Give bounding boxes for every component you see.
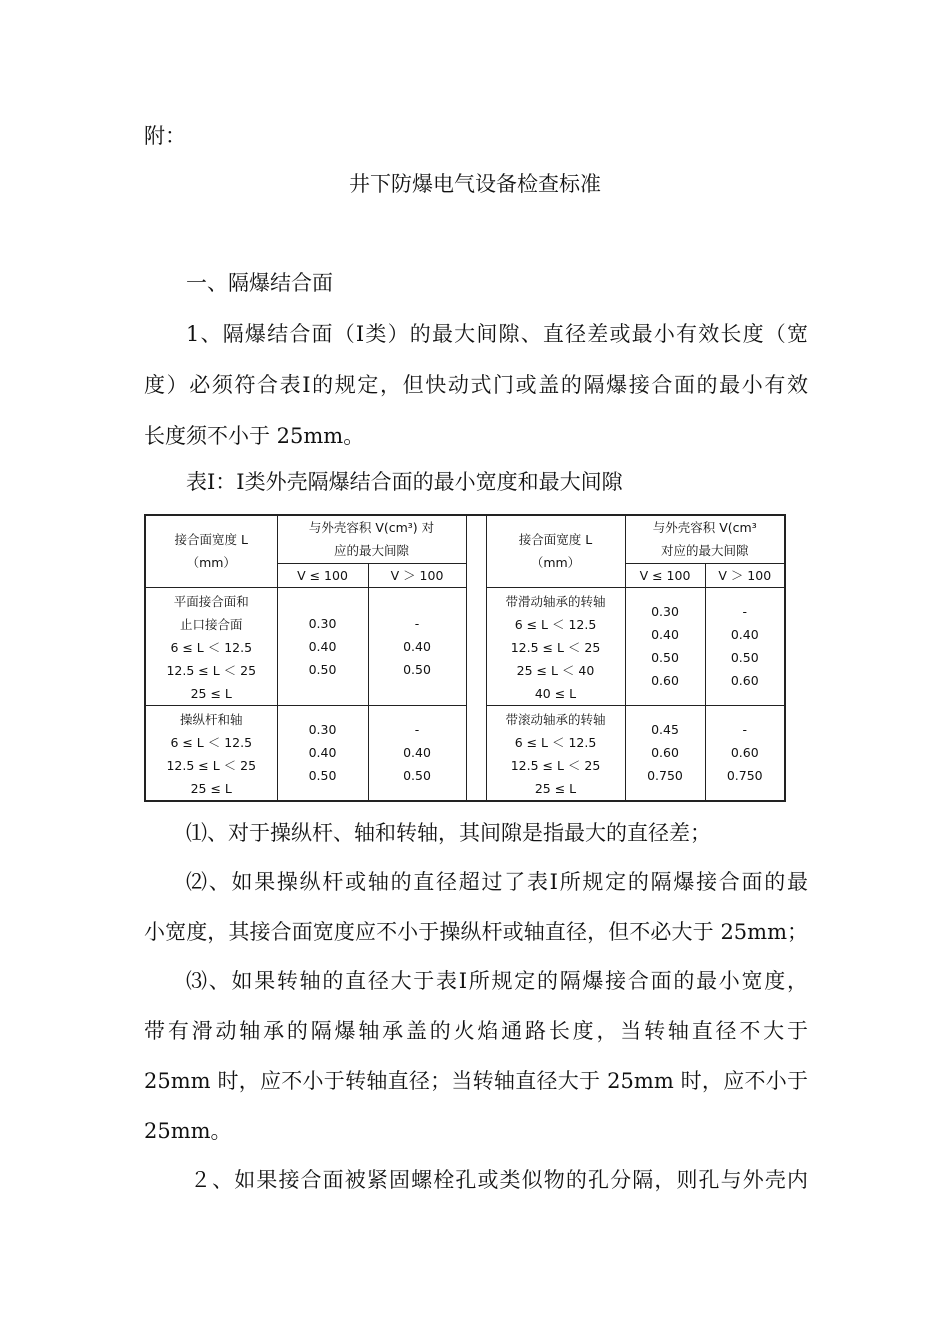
section-heading: 一、隔爆结合面 [186, 271, 333, 295]
left-row-2-v-le: 0.30 0.40 0.50 [277, 705, 368, 801]
right-row-1-v-le: 0.30 0.40 0.50 0.60 [625, 587, 705, 705]
right-v-gt-header: V ＞ 100 [705, 563, 785, 587]
note-2-line-1: ⑵、如果操纵杆或轴的直径超过了表Ⅰ所规定的隔爆接合面的最 [186, 870, 808, 894]
right-width-header: 接合面宽度 L （mm） [486, 515, 625, 587]
left-gap-header: 与外壳容积 V(cm³) 对 应的最大间隙 [277, 515, 466, 563]
right-row-2-v-le: 0.45 0.60 0.750 [625, 705, 705, 801]
paragraph-1-line-3: 长度须不小于 25mm。 [144, 424, 365, 448]
left-row-1-v-le: 0.30 0.40 0.50 [277, 587, 368, 705]
table-caption: 表Ⅰ：Ⅰ类外壳隔爆结合面的最小宽度和最大间隙 [186, 470, 623, 494]
left-width-header: 接合面宽度 L （mm） [145, 515, 277, 587]
paragraph-1-line-2: 度）必须符合表Ⅰ的规定，但快动式门或盖的隔爆接合面的最小有效 [144, 373, 808, 397]
right-gap-header: 与外壳容积 V(cm³ 对应的最大间隙 [625, 515, 785, 563]
gap-spec-table [144, 514, 786, 802]
paragraph-2-line-1: ２、如果接合面被紧固螺栓孔或类似物的孔分隔，则孔与外壳内 [190, 1168, 808, 1192]
note-1: ⑴、对于操纵杆、轴和转轴，其间隙是指最大的直径差； [186, 821, 711, 845]
right-row-1-v-gt: - 0.40 0.50 0.60 [705, 587, 785, 705]
right-row-1-label: 带滑动轴承的转轴 6 ≤ L ＜ 12.5 12.5 ≤ L ＜ 25 25 ≤ L ＜ 40 40 ≤ L [486, 587, 625, 705]
note-3-line-1: ⑶、如果转轴的直径大于表Ⅰ所规定的隔爆接合面的最小宽度， [186, 969, 808, 993]
left-v-gt-header: V ＞ 100 [368, 563, 466, 587]
note-3-line-4: 25mm。 [144, 1119, 232, 1143]
left-v-le-header: V ≤ 100 [277, 563, 368, 587]
note-2-line-2: 小宽度，其接合面宽度应不小于操纵杆或轴直径，但不必大于 25mm； [144, 920, 808, 944]
note-3-line-3: 25mm 时，应不小于转轴直径；当转轴直径大于 25mm 时，应不小于 [144, 1069, 808, 1093]
right-row-2-label: 带滚动轴承的转轴 6 ≤ L ＜ 12.5 12.5 ≤ L ＜ 25 25 ≤ L [486, 705, 625, 801]
note-3-line-2: 带有滑动轴承的隔爆轴承盖的火焰通路长度，当转轴直径不大于 [144, 1019, 808, 1043]
appendix-label: 附： [144, 124, 186, 148]
right-v-le-header: V ≤ 100 [625, 563, 705, 587]
table-separator [466, 515, 486, 801]
left-row-2-v-gt: - 0.40 0.50 [368, 705, 466, 801]
paragraph-1-line-1: 1、隔爆结合面（Ⅰ类）的最大间隙、直径差或最小有效长度（宽 [186, 322, 808, 346]
left-row-1-label: 平面接合面和 止口接合面 6 ≤ L ＜ 12.5 12.5 ≤ L ＜ 25 25 ≤ L [145, 587, 277, 705]
left-row-2-label: 操纵杆和轴 6 ≤ L ＜ 12.5 12.5 ≤ L ＜ 25 25 ≤ L [145, 705, 277, 801]
right-row-2-v-gt: - 0.60 0.750 [705, 705, 785, 801]
left-row-1-v-gt: - 0.40 0.50 [368, 587, 466, 705]
document-title: 井下防爆电气设备检查标准 [349, 172, 601, 196]
